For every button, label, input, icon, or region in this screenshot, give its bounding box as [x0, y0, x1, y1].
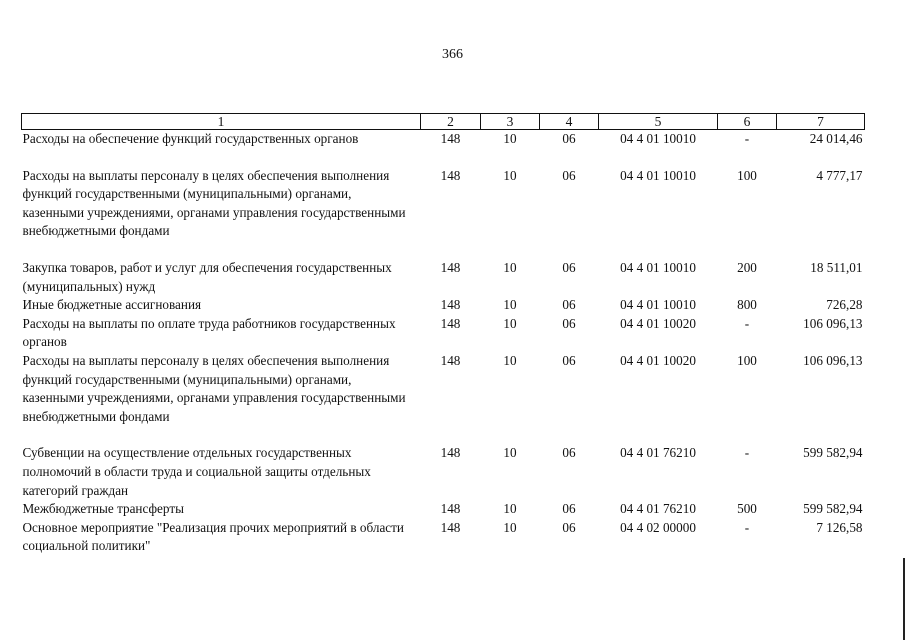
- cell-col3: 10: [503, 352, 517, 368]
- row-name: Расходы на обеспечение функций государственных органов: [22, 131, 359, 146]
- row-name: Расходы на выплаты по оплате труда работников государственных органов: [22, 315, 396, 350]
- cell-col3: 10: [503, 297, 517, 313]
- column-header: 2: [421, 114, 481, 130]
- cell-col2: 148: [440, 501, 461, 517]
- cell-col3: 10: [503, 445, 517, 461]
- budget-table: [21, 113, 865, 556]
- cell-col2: 148: [440, 315, 461, 331]
- cell-col4: 06: [562, 519, 576, 535]
- cell-col5: 04 4 01 10010: [620, 131, 696, 146]
- column-header: 7: [777, 114, 865, 130]
- row-name: Субвенции на осуществление отдельных государственных полномочий в области труда и социальной защиты отдельных категорий граждан: [22, 445, 371, 498]
- cell-col4: 06: [562, 501, 576, 517]
- cell-col3: 10: [503, 259, 517, 275]
- table-header-row: [22, 114, 865, 130]
- column-header: 4: [540, 114, 599, 130]
- cell-col6: -: [744, 445, 750, 461]
- cell-col5: 04 4 02 00000: [620, 519, 696, 535]
- row-spacer: [22, 241, 865, 259]
- table-row: [22, 519, 865, 556]
- cell-col5: 04 4 01 10020: [620, 352, 696, 368]
- cell-col6: 200: [737, 259, 757, 275]
- cell-col4: 06: [562, 297, 576, 313]
- cell-col2: 148: [440, 352, 461, 368]
- row-name: Расходы на выплаты персоналу в целях обеспечения выполнения функций государственными (муниципальными) органами, казенными учреждениями, органами управления государственными внебюджетными фондами: [22, 167, 406, 239]
- cell-col6: 100: [737, 167, 757, 183]
- cell-col5: 04 4 01 76210: [620, 501, 696, 517]
- page-number: 366: [442, 47, 463, 62]
- table-row: [22, 352, 865, 426]
- cell-col2: 148: [440, 297, 461, 313]
- cell-col3: 10: [503, 315, 517, 331]
- cell-col5: 04 4 01 76210: [620, 445, 696, 461]
- table-row: [22, 130, 865, 149]
- cell-col7: 599 582,94: [803, 501, 863, 517]
- row-name: Межбюджетные трансферты: [22, 501, 184, 517]
- table-row: [22, 296, 865, 315]
- cell-col5: 04 4 01 10010: [620, 297, 696, 313]
- column-header: 6: [718, 114, 777, 130]
- cell-col7: 106 096,13: [803, 352, 863, 368]
- cell-col7: 18 511,01: [810, 259, 863, 275]
- cell-col5: 04 4 01 10020: [620, 315, 696, 331]
- cell-col4: 06: [562, 315, 576, 331]
- cell-col2: 148: [440, 519, 461, 535]
- row-name: Расходы на выплаты персоналу в целях обеспечения выполнения функций государственными (муниципальными) органами, казенными учреждениями, органами управления государственными внебюджетными фондами: [22, 352, 406, 424]
- row-name: Иные бюджетные ассигнования: [22, 297, 202, 313]
- cell-col7: 24 014,46: [809, 131, 863, 146]
- table-row: [22, 315, 865, 352]
- cell-col4: 06: [562, 167, 576, 183]
- cell-col7: 4 777,17: [816, 167, 863, 183]
- cell-col6: 100: [737, 352, 757, 368]
- cell-col7: 726,28: [826, 297, 863, 313]
- table-row: [22, 167, 865, 241]
- cell-col3: 10: [503, 167, 517, 183]
- row-name: Закупка товаров, работ и услуг для обеспечения государственных (муниципальных) нужд: [22, 259, 392, 294]
- cell-col2: 148: [440, 445, 461, 461]
- table-row: [22, 259, 865, 296]
- cell-col6: -: [744, 315, 750, 331]
- table-row: [22, 500, 865, 519]
- cell-col2: 148: [440, 167, 461, 183]
- cell-col6: -: [744, 131, 750, 146]
- cell-col5: 04 4 01 10010: [620, 259, 696, 275]
- cell-col2: 148: [440, 131, 461, 146]
- cell-col3: 10: [503, 501, 517, 517]
- cell-col3: 10: [503, 131, 517, 146]
- cell-col4: 06: [562, 352, 576, 368]
- column-header: 5: [599, 114, 718, 130]
- cell-col6: 500: [737, 501, 757, 517]
- row-name: Основное мероприятие "Реализация прочих мероприятий в области социальной политики": [22, 519, 404, 554]
- row-spacer: [22, 426, 865, 444]
- cell-col6: 800: [737, 297, 757, 313]
- cell-col7: 599 582,94: [803, 445, 863, 461]
- column-header: 1: [22, 114, 421, 130]
- cell-col4: 06: [562, 445, 576, 461]
- cell-col2: 148: [440, 259, 461, 275]
- cell-col4: 06: [562, 131, 576, 146]
- cell-col7: 7 126,58: [816, 519, 863, 535]
- cell-col4: 06: [562, 259, 576, 275]
- cell-col5: 04 4 01 10010: [620, 167, 696, 183]
- cell-col3: 10: [503, 519, 517, 535]
- cell-col6: -: [744, 519, 750, 535]
- table-row: [22, 444, 865, 500]
- column-header: 3: [481, 114, 540, 130]
- row-spacer: [22, 149, 865, 167]
- cell-col7: 106 096,13: [803, 315, 863, 331]
